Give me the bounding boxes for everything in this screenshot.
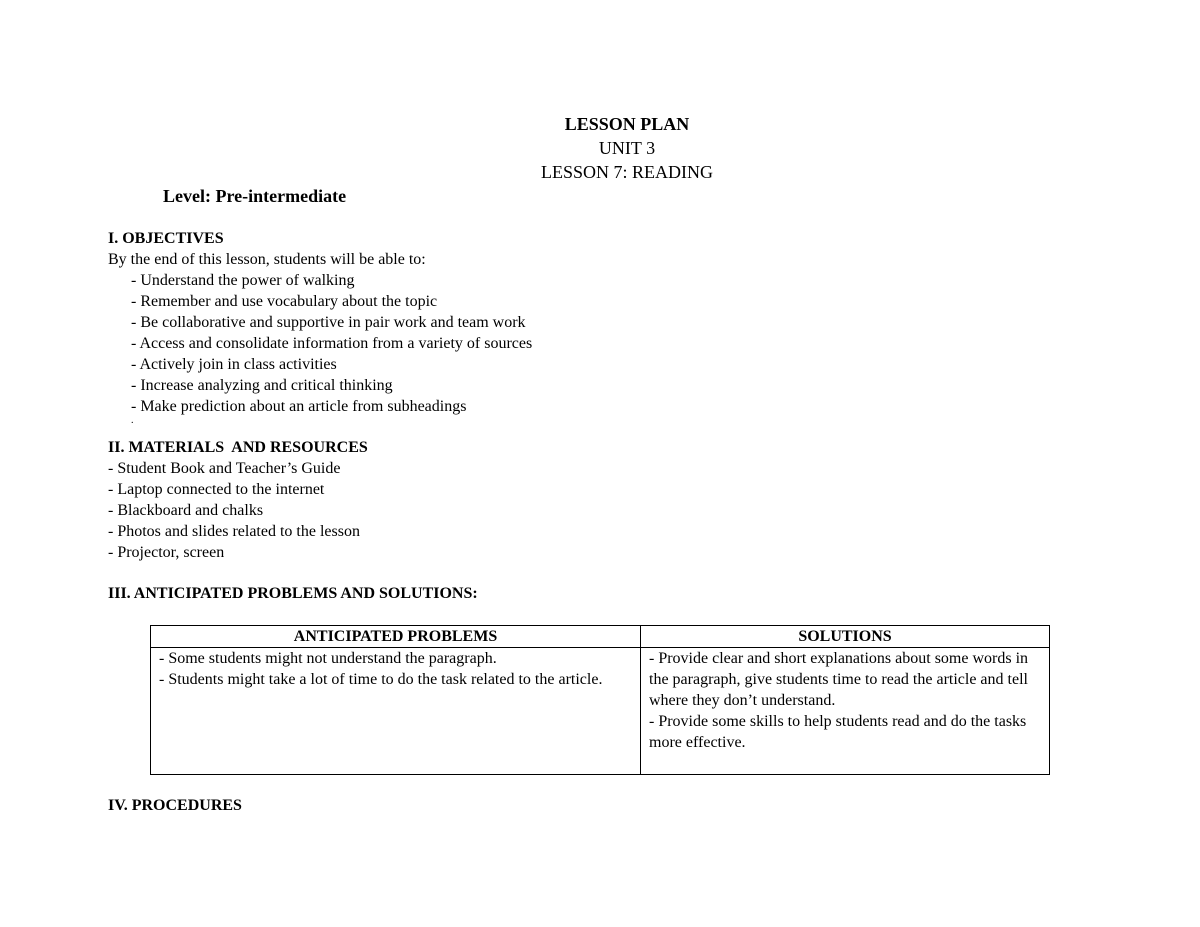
solution-item: - Provide clear and short explanations about some words in the paragraph, give students time to read the article and tell where they don’t understand. — [649, 650, 1029, 709]
objectives-intro: By the end of this lesson, students will be able to: — [108, 251, 426, 268]
list-item: - Student Book and Teacher’s Guide — [108, 460, 341, 477]
title-block — [0, 112, 1200, 184]
objectives-section — [108, 228, 532, 429]
list-item: - Be collaborative and supportive in pair work and team work — [131, 314, 526, 331]
page-title: LESSON PLAN — [564, 114, 690, 134]
solutions-cell — [641, 648, 1050, 775]
procedures-heading: IV. PROCEDURES — [108, 797, 242, 814]
list-item: - Increase analyzing and critical thinking — [131, 377, 393, 394]
unit-label: UNIT 3 — [598, 138, 656, 158]
list-item: - Blackboard and chalks — [108, 502, 264, 519]
level-label: Level: Pre-intermediate — [163, 186, 347, 206]
problem-item: - Students might take a lot of time to do the task related to the article. — [159, 671, 603, 688]
problems-section — [108, 583, 478, 604]
trailing-mark: . — [131, 415, 134, 426]
column-header-problems: ANTICIPATED PROBLEMS — [151, 626, 641, 648]
table-row — [151, 648, 1050, 775]
table-header-row — [151, 626, 1050, 648]
solution-item: - Provide some skills to help students read and do the tasks more effective. — [649, 713, 1027, 751]
list-item: - Photos and slides related to the lesson — [108, 523, 360, 540]
list-item: - Make prediction about an article from subheadings — [131, 398, 467, 415]
list-item: - Access and consolidate information from a variety of sources — [131, 335, 533, 352]
list-item: - Actively join in class activities — [131, 356, 337, 373]
materials-heading: II. MATERIALS AND RESOURCES — [108, 439, 368, 456]
objectives-heading: I. OBJECTIVES — [108, 230, 224, 247]
problems-cell — [151, 648, 641, 775]
list-item: - Understand the power of walking — [131, 272, 355, 289]
lesson-label: LESSON 7: READING — [540, 162, 713, 182]
problems-heading: III. ANTICIPATED PROBLEMS AND SOLUTIONS: — [108, 585, 478, 602]
procedures-section — [108, 795, 242, 816]
materials-section — [108, 437, 368, 563]
list-item: - Projector, screen — [108, 544, 225, 561]
problems-solutions-table — [150, 625, 1050, 775]
problem-item: - Some students might not understand the paragraph. — [159, 650, 497, 667]
column-header-solutions: SOLUTIONS — [641, 626, 1050, 648]
list-item: - Remember and use vocabulary about the topic — [131, 293, 438, 310]
list-item: - Laptop connected to the internet — [108, 481, 325, 498]
